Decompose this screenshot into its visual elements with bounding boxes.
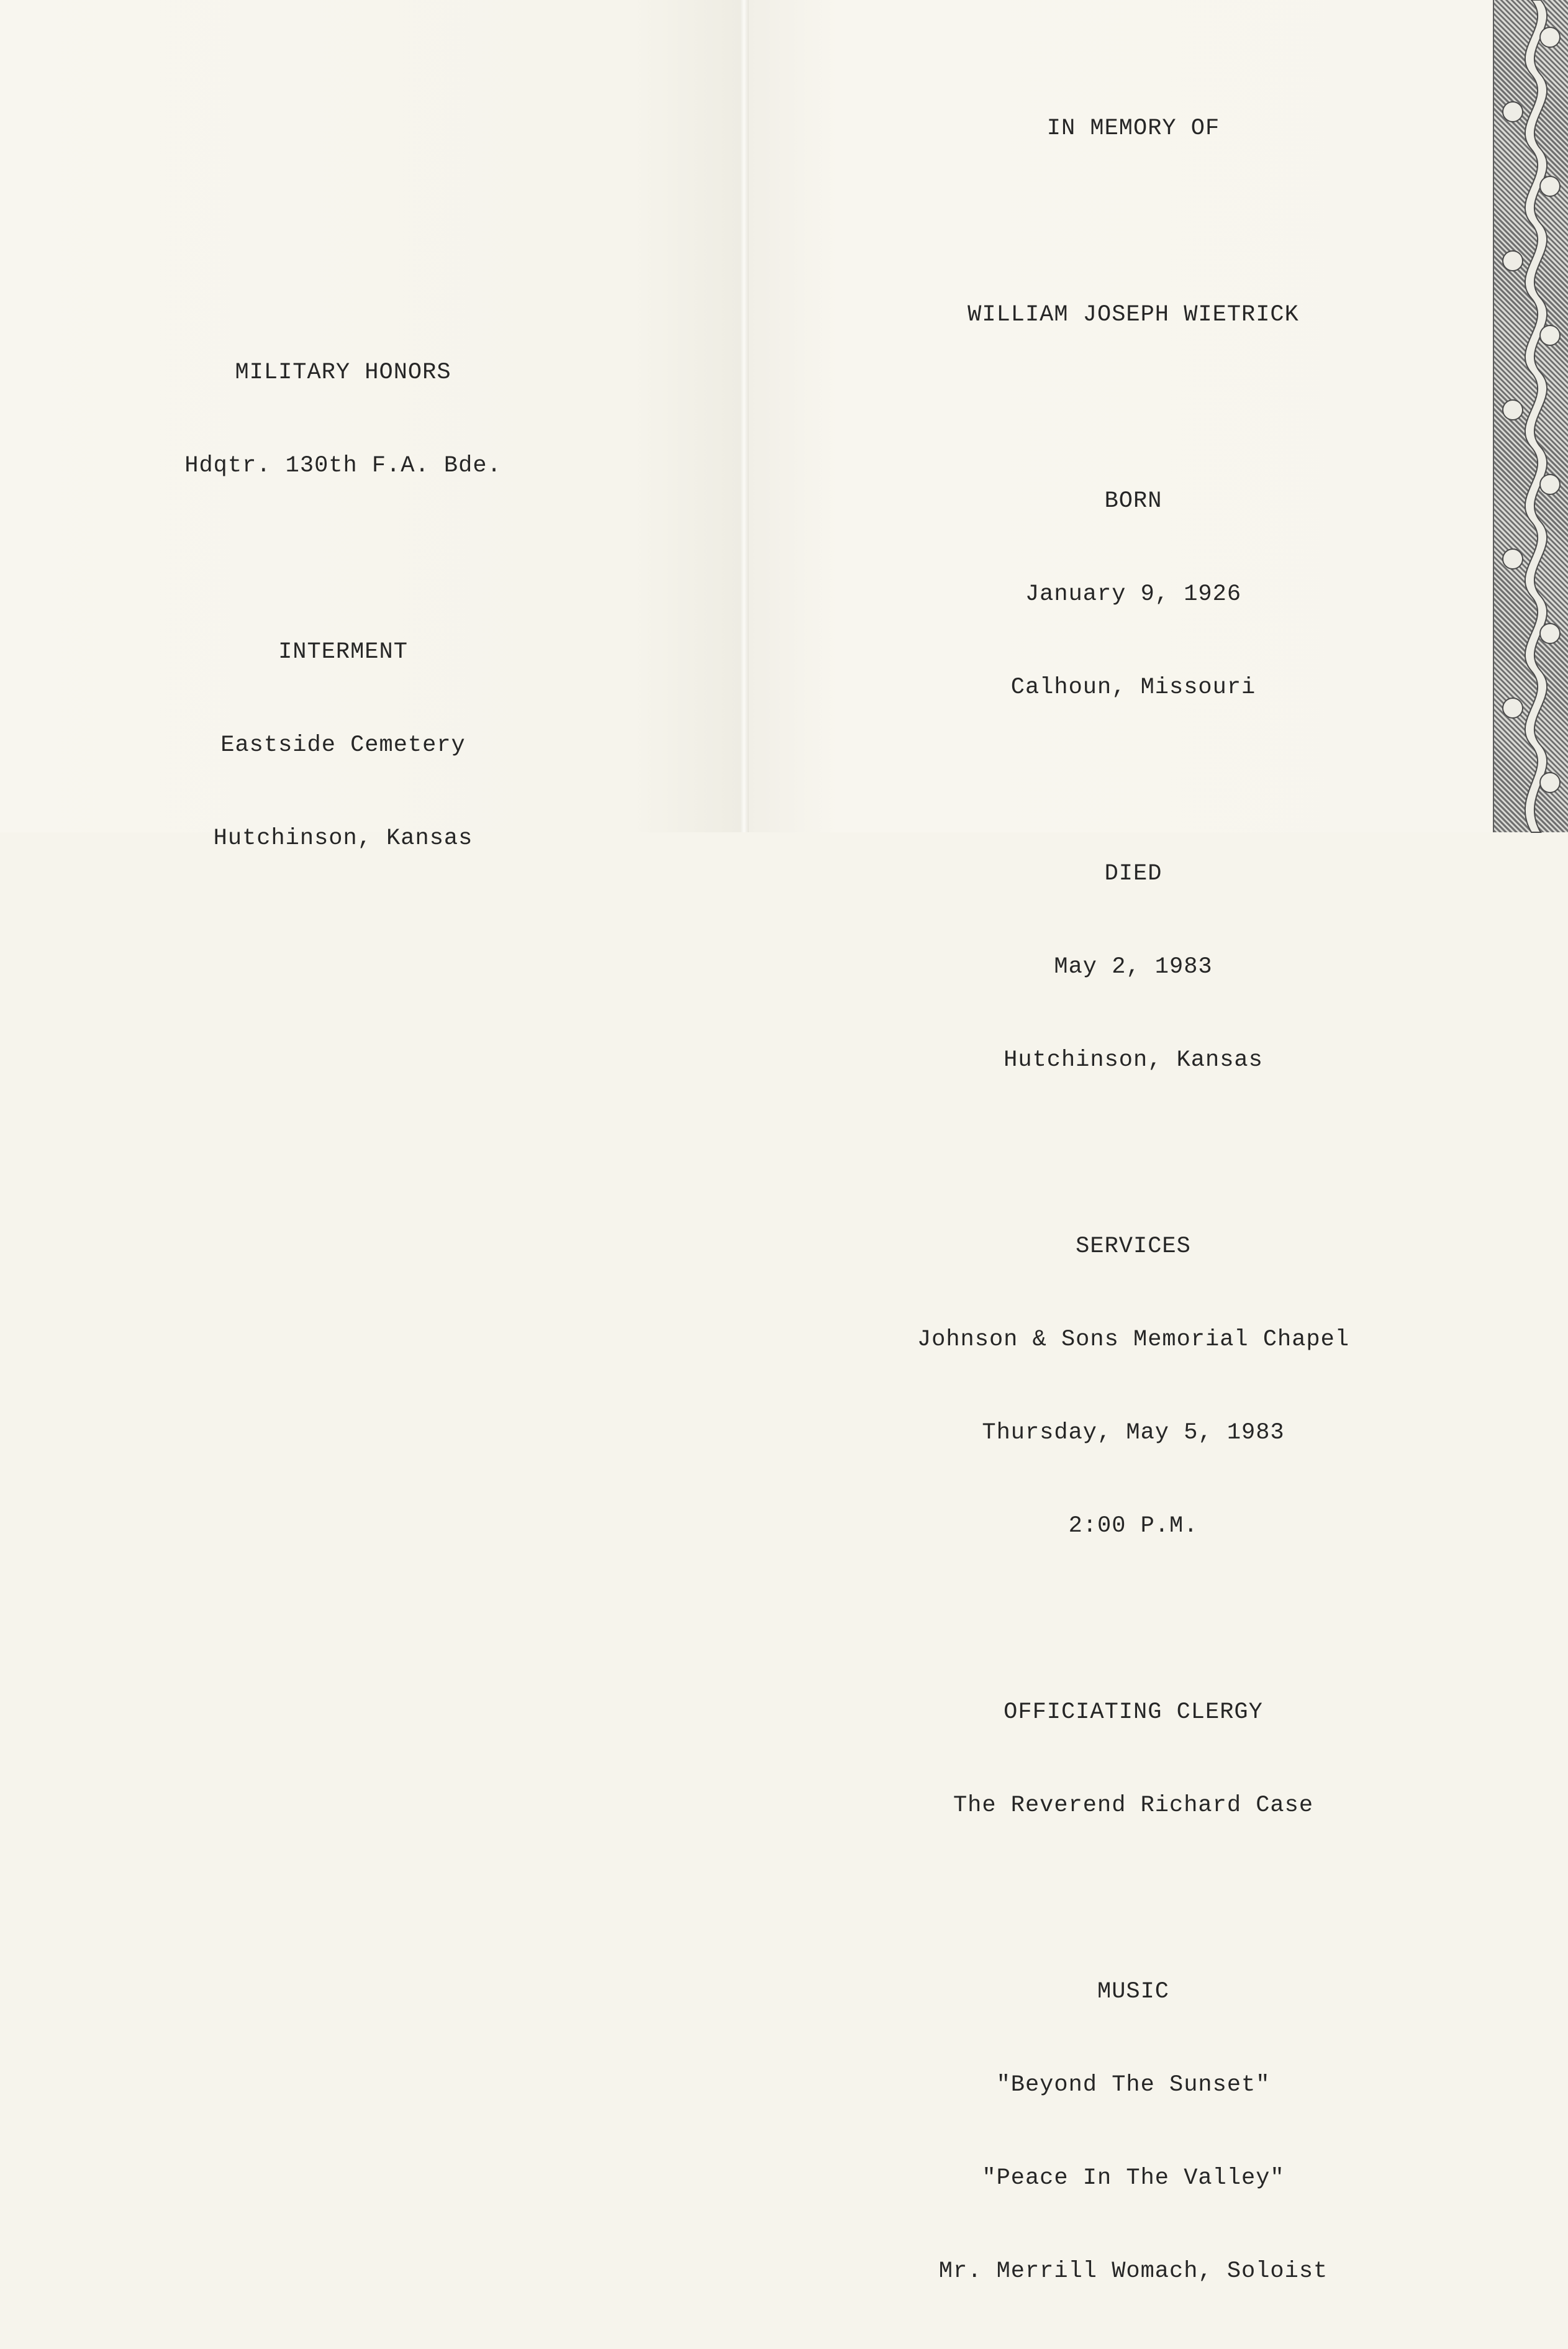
- spacer: [851, 1883, 1416, 1914]
- services-heading: SERVICES: [1076, 1234, 1191, 1260]
- died-place: Hutchinson, Kansas: [1004, 1047, 1263, 1073]
- services-date: Thursday, May 5, 1983: [982, 1420, 1285, 1446]
- born-place: Calhoun, Missouri: [1010, 675, 1256, 701]
- spacer: [851, 765, 1416, 796]
- ornamental-border: [1493, 0, 1568, 832]
- right-panel-text: [851, 51, 1416, 2349]
- spacer: [851, 1604, 1416, 1635]
- spacer: [0, 543, 686, 575]
- interment-place: Eastside Cemetery: [220, 732, 466, 758]
- ornamental-scroll-border-icon: [1494, 0, 1568, 832]
- military-unit: Hdqtr. 130th F.A. Bde.: [184, 453, 502, 479]
- center-fold: [740, 0, 749, 832]
- services-time: 2:00 P.M.: [1068, 1513, 1199, 1539]
- deceased-name: WILLIAM JOSEPH WIETRICK: [968, 302, 1299, 328]
- song-1: "Beyond The Sunset": [996, 2072, 1271, 2098]
- memory-heading: IN MEMORY OF: [1046, 116, 1220, 142]
- clergy-heading: OFFICIATING CLERGY: [1004, 1699, 1263, 1725]
- military-honors-heading: MILITARY HONORS: [235, 360, 451, 386]
- services-place: Johnson & Sons Memorial Chapel: [917, 1327, 1350, 1353]
- interment-heading: INTERMENT: [278, 639, 408, 665]
- spacer: [851, 206, 1416, 237]
- born-date: January 9, 1926: [1025, 581, 1242, 607]
- song-2: "Peace In The Valley": [982, 2165, 1285, 2191]
- music-heading: MUSIC: [1097, 1979, 1170, 2005]
- died-date: May 2, 1983: [1054, 954, 1213, 980]
- died-heading: DIED: [1104, 861, 1162, 887]
- spacer: [851, 393, 1416, 424]
- soloist: Mr. Merrill Womach, Soloist: [938, 2258, 1328, 2284]
- born-heading: BORN: [1104, 488, 1162, 514]
- left-panel-text: [0, 295, 686, 916]
- spacer: [851, 1138, 1416, 1169]
- clergy-name: The Reverend Richard Case: [953, 1792, 1314, 1819]
- interment-city: Hutchinson, Kansas: [213, 825, 473, 852]
